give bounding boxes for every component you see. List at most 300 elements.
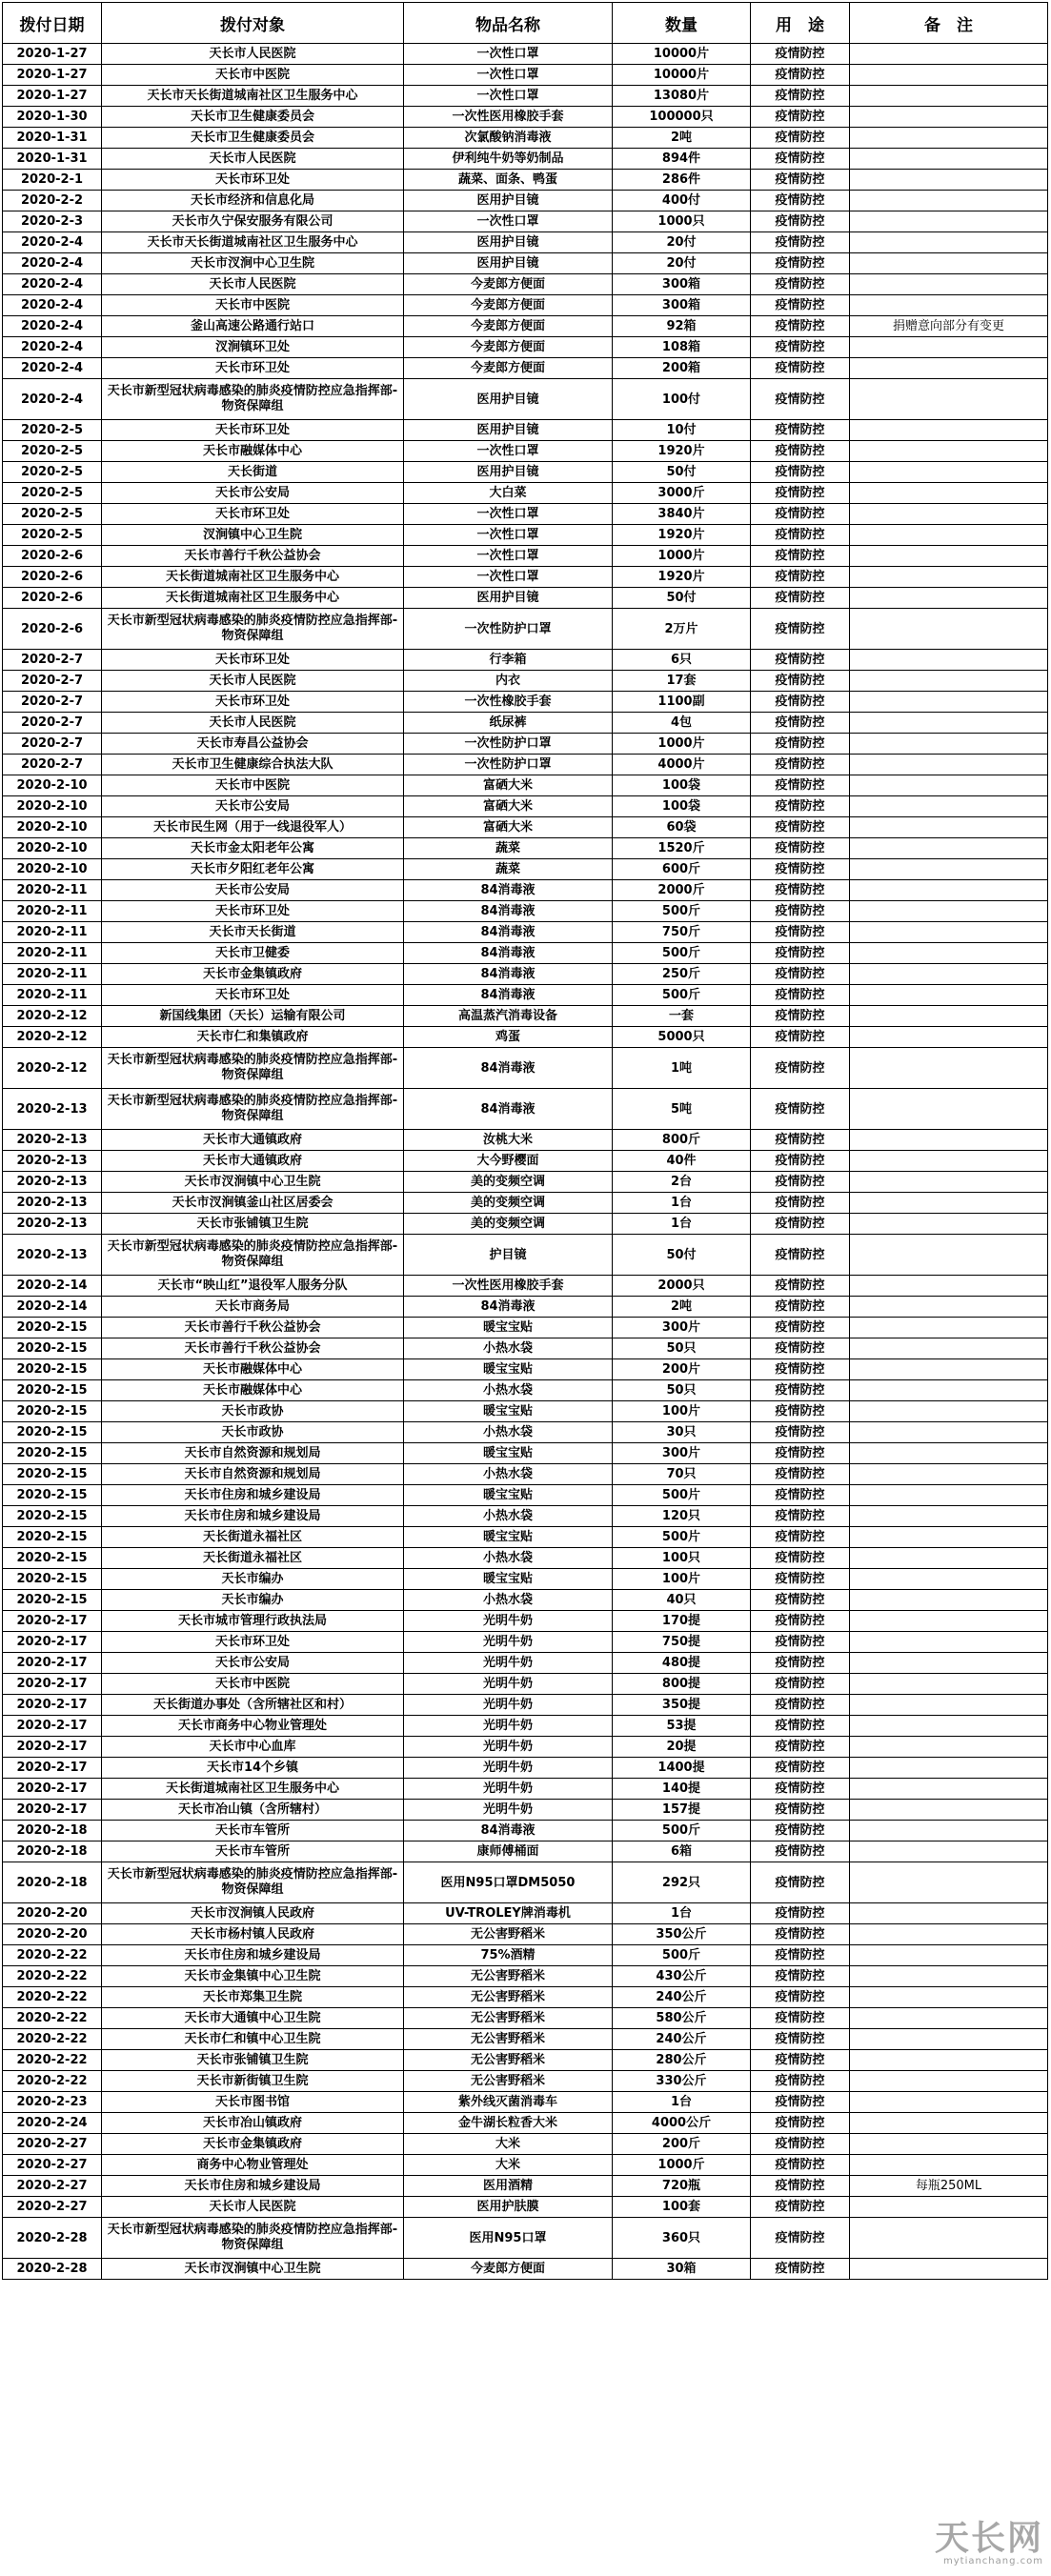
cell-purpose: 疫情防控 <box>751 671 850 692</box>
cell-date: 2020-2-15 <box>3 1506 102 1527</box>
cell-quantity: 一套 <box>613 1006 751 1027</box>
cell-quantity: 4000片 <box>613 755 751 775</box>
cell-purpose: 疫情防控 <box>751 337 850 358</box>
cell-purpose: 疫情防控 <box>751 943 850 964</box>
cell-recipient: 天长市公安局 <box>102 880 404 901</box>
cell-recipient: 天长市天长街道城南社区卫生服务中心 <box>102 86 404 107</box>
cell-remark <box>850 295 1048 316</box>
cell-recipient: 天长市善行千秋公益协会 <box>102 1318 404 1338</box>
cell-recipient: 天长市张铺镇卫生院 <box>102 1214 404 1235</box>
cell-date: 2020-2-4 <box>3 316 102 337</box>
cell-date: 2020-2-22 <box>3 1987 102 2008</box>
cell-item-name: 大米 <box>404 2134 613 2155</box>
cell-purpose: 疫情防控 <box>751 1841 850 1862</box>
table-row <box>3 734 1048 755</box>
cell-date: 2020-2-5 <box>3 525 102 546</box>
cell-quantity: 2吨 <box>613 1297 751 1318</box>
table-row <box>3 859 1048 880</box>
table-body <box>3 44 1048 2280</box>
cell-quantity: 100袋 <box>613 775 751 796</box>
table-row <box>3 1276 1048 1297</box>
cell-date: 2020-2-23 <box>3 2092 102 2113</box>
cell-purpose: 疫情防控 <box>751 2218 850 2259</box>
table-row <box>3 1966 1048 1987</box>
cell-recipient: 天长市卫健委 <box>102 943 404 964</box>
cell-quantity: 50付 <box>613 1235 751 1276</box>
cell-item-name: 暖宝宝贴 <box>404 1569 613 1590</box>
cell-item-name: 小热水袋 <box>404 1338 613 1359</box>
donation-table <box>2 2 1048 2280</box>
cell-item-name: 暖宝宝贴 <box>404 1527 613 1548</box>
cell-remark <box>850 1172 1048 1193</box>
cell-recipient: 天长市中心血库 <box>102 1737 404 1758</box>
cell-item-name: 医用护目镜 <box>404 232 613 253</box>
cell-date: 2020-2-15 <box>3 1527 102 1548</box>
cell-quantity: 6箱 <box>613 1841 751 1862</box>
cell-date: 2020-2-4 <box>3 358 102 379</box>
table-row <box>3 1674 1048 1695</box>
table-row <box>3 2218 1048 2259</box>
cell-quantity: 240公斤 <box>613 1987 751 2008</box>
cell-recipient: 天长市环卫处 <box>102 358 404 379</box>
cell-recipient: 汊涧镇中心卫生院 <box>102 525 404 546</box>
cell-item-name: 一次性口罩 <box>404 504 613 525</box>
cell-item-name: 光明牛奶 <box>404 1695 613 1716</box>
cell-purpose: 疫情防控 <box>751 1987 850 2008</box>
cell-recipient: 天长市自然资源和规划局 <box>102 1443 404 1464</box>
cell-date: 2020-2-24 <box>3 2113 102 2134</box>
cell-quantity: 240公斤 <box>613 2029 751 2050</box>
cell-item-name: 金牛湖长粒香大米 <box>404 2113 613 2134</box>
table-row <box>3 44 1048 65</box>
cell-remark <box>850 1590 1048 1611</box>
cell-quantity: 100付 <box>613 379 751 420</box>
cell-quantity: 100片 <box>613 1401 751 1422</box>
cell-quantity: 500斤 <box>613 901 751 922</box>
cell-purpose: 疫情防控 <box>751 567 850 588</box>
cell-purpose: 疫情防控 <box>751 2092 850 2113</box>
cell-quantity: 350公斤 <box>613 1924 751 1945</box>
cell-item-name: 光明牛奶 <box>404 1674 613 1695</box>
cell-purpose: 疫情防控 <box>751 483 850 504</box>
table-row <box>3 65 1048 86</box>
cell-quantity: 800斤 <box>613 1130 751 1151</box>
cell-purpose: 疫情防控 <box>751 1401 850 1422</box>
cell-remark: 每瓶250ML <box>850 2176 1048 2197</box>
cell-item-name: 小热水袋 <box>404 1464 613 1485</box>
cell-purpose: 疫情防控 <box>751 149 850 170</box>
cell-remark <box>850 588 1048 609</box>
cell-recipient: 天长市杨村镇人民政府 <box>102 1924 404 1945</box>
table-row <box>3 1214 1048 1235</box>
cell-date: 2020-2-14 <box>3 1297 102 1318</box>
cell-recipient: 天长街道永福社区 <box>102 1548 404 1569</box>
cell-purpose: 疫情防控 <box>751 1151 850 1172</box>
cell-recipient: 天长市新街镇卫生院 <box>102 2071 404 2092</box>
cell-date: 2020-2-17 <box>3 1779 102 1800</box>
cell-purpose: 疫情防控 <box>751 1485 850 1506</box>
cell-item-name: 一次性口罩 <box>404 44 613 65</box>
cell-remark <box>850 504 1048 525</box>
cell-recipient: 天长市政协 <box>102 1401 404 1422</box>
cell-purpose: 疫情防控 <box>751 650 850 671</box>
cell-date: 2020-2-22 <box>3 2071 102 2092</box>
cell-recipient: 天长市仁和镇中心卫生院 <box>102 2029 404 2050</box>
cell-item-name: 无公害野稻米 <box>404 1966 613 1987</box>
table-row <box>3 1359 1048 1380</box>
cell-purpose: 疫情防控 <box>751 1716 850 1737</box>
table-row <box>3 1924 1048 1945</box>
cell-recipient: 天长市人民医院 <box>102 2197 404 2218</box>
cell-recipient: 天长市环卫处 <box>102 901 404 922</box>
cell-recipient: 天长市善行千秋公益协会 <box>102 546 404 567</box>
cell-quantity: 250斤 <box>613 964 751 985</box>
cell-date: 2020-2-7 <box>3 713 102 734</box>
cell-purpose: 疫情防控 <box>751 1214 850 1235</box>
table-row <box>3 880 1048 901</box>
cell-purpose: 疫情防控 <box>751 232 850 253</box>
table-row <box>3 2029 1048 2050</box>
cell-item-name: 84消毒液 <box>404 901 613 922</box>
cell-date: 2020-2-13 <box>3 1235 102 1276</box>
cell-date: 2020-2-14 <box>3 1276 102 1297</box>
cell-quantity: 1400提 <box>613 1758 751 1779</box>
cell-recipient: 天长市汊涧镇人民政府 <box>102 1903 404 1924</box>
cell-item-name: 医用护目镜 <box>404 588 613 609</box>
cell-recipient: 天长市卫生健康综合执法大队 <box>102 755 404 775</box>
cell-date: 2020-2-22 <box>3 1966 102 1987</box>
cell-item-name: 暖宝宝贴 <box>404 1485 613 1506</box>
cell-item-name: 无公害野稻米 <box>404 2029 613 2050</box>
cell-date: 2020-2-27 <box>3 2197 102 2218</box>
cell-remark <box>850 191 1048 211</box>
cell-date: 2020-2-15 <box>3 1338 102 1359</box>
cell-item-name: 暖宝宝贴 <box>404 1401 613 1422</box>
cell-quantity: 3840片 <box>613 504 751 525</box>
cell-purpose: 疫情防控 <box>751 2259 850 2280</box>
cell-item-name: 光明牛奶 <box>404 1632 613 1653</box>
cell-remark <box>850 1569 1048 1590</box>
cell-recipient: 天长市环卫处 <box>102 692 404 713</box>
cell-item-name: 小热水袋 <box>404 1506 613 1527</box>
table-row <box>3 379 1048 420</box>
cell-item-name: 紫外线灭菌消毒车 <box>404 2092 613 2113</box>
cell-remark <box>850 1903 1048 1924</box>
table-row <box>3 191 1048 211</box>
cell-item-name: 无公害野稻米 <box>404 2071 613 2092</box>
cell-recipient: 天长市住房和城乡建设局 <box>102 1506 404 1527</box>
cell-purpose: 疫情防控 <box>751 1800 850 1821</box>
cell-purpose: 疫情防控 <box>751 379 850 420</box>
cell-quantity: 20提 <box>613 1737 751 1758</box>
cell-quantity: 1520斤 <box>613 838 751 859</box>
cell-purpose: 疫情防控 <box>751 44 850 65</box>
table-row <box>3 1443 1048 1464</box>
cell-purpose: 疫情防控 <box>751 462 850 483</box>
cell-remark <box>850 1779 1048 1800</box>
cell-item-name: 光明牛奶 <box>404 1716 613 1737</box>
table-row <box>3 128 1048 149</box>
cell-date: 2020-2-18 <box>3 1862 102 1903</box>
cell-recipient: 天长市商务局 <box>102 1297 404 1318</box>
table-row <box>3 1758 1048 1779</box>
cell-purpose: 疫情防控 <box>751 692 850 713</box>
cell-purpose: 疫情防控 <box>751 1674 850 1695</box>
cell-quantity: 10付 <box>613 420 751 441</box>
header-purpose: 用 途 <box>751 3 850 44</box>
cell-remark <box>850 1821 1048 1841</box>
cell-purpose: 疫情防控 <box>751 985 850 1006</box>
cell-item-name: 一次性防护口罩 <box>404 755 613 775</box>
cell-remark <box>850 525 1048 546</box>
table-row <box>3 504 1048 525</box>
cell-recipient: 天长市大通镇政府 <box>102 1130 404 1151</box>
cell-quantity: 1920片 <box>613 567 751 588</box>
cell-date: 2020-1-31 <box>3 128 102 149</box>
cell-date: 2020-2-6 <box>3 588 102 609</box>
cell-purpose: 疫情防控 <box>751 901 850 922</box>
cell-purpose: 疫情防控 <box>751 588 850 609</box>
table-row <box>3 1779 1048 1800</box>
cell-purpose: 疫情防控 <box>751 274 850 295</box>
cell-recipient: 天长市新型冠状病毒感染的肺炎疫情防控应急指挥部-物资保障组 <box>102 1862 404 1903</box>
cell-remark <box>850 1359 1048 1380</box>
cell-purpose: 疫情防控 <box>751 1027 850 1048</box>
cell-date: 2020-2-5 <box>3 441 102 462</box>
cell-remark <box>850 546 1048 567</box>
cell-recipient: 天长市大通镇政府 <box>102 1151 404 1172</box>
cell-date: 2020-2-10 <box>3 796 102 817</box>
cell-quantity: 1台 <box>613 1214 751 1235</box>
cell-recipient: 天长市汊涧中心卫生院 <box>102 253 404 274</box>
cell-purpose: 疫情防控 <box>751 1924 850 1945</box>
cell-item-name: 美的变频空调 <box>404 1214 613 1235</box>
table-row <box>3 1569 1048 1590</box>
table-row <box>3 1318 1048 1338</box>
cell-purpose: 疫情防控 <box>751 713 850 734</box>
cell-item-name: 医用护目镜 <box>404 420 613 441</box>
table-row <box>3 2071 1048 2092</box>
cell-quantity: 1000片 <box>613 546 751 567</box>
cell-item-name: 一次性口罩 <box>404 65 613 86</box>
cell-quantity: 100袋 <box>613 796 751 817</box>
cell-item-name: 今麦郎方便面 <box>404 337 613 358</box>
cell-recipient: 天长市新型冠状病毒感染的肺炎疫情防控应急指挥部-物资保障组 <box>102 1048 404 1089</box>
cell-remark <box>850 274 1048 295</box>
cell-recipient: 天长市冶山镇政府 <box>102 2113 404 2134</box>
table-row <box>3 2092 1048 2113</box>
header-recipient: 拨付对象 <box>102 3 404 44</box>
cell-date: 2020-2-12 <box>3 1027 102 1048</box>
cell-quantity: 5吨 <box>613 1089 751 1130</box>
cell-quantity: 286件 <box>613 170 751 191</box>
cell-recipient: 天长市人民医院 <box>102 671 404 692</box>
cell-item-name: 医用护目镜 <box>404 379 613 420</box>
cell-quantity: 100片 <box>613 1569 751 1590</box>
cell-recipient: 天长市金太阳老年公寓 <box>102 838 404 859</box>
table-row <box>3 1193 1048 1214</box>
cell-date: 2020-2-17 <box>3 1695 102 1716</box>
table-row <box>3 671 1048 692</box>
cell-date: 2020-2-27 <box>3 2134 102 2155</box>
table-row <box>3 337 1048 358</box>
cell-item-name: 光明牛奶 <box>404 1653 613 1674</box>
cell-date: 2020-2-6 <box>3 546 102 567</box>
table-row <box>3 796 1048 817</box>
cell-remark <box>850 462 1048 483</box>
cell-date: 2020-2-10 <box>3 838 102 859</box>
table-row <box>3 1048 1048 1089</box>
cell-recipient: 天长市卫生健康委员会 <box>102 128 404 149</box>
cell-date: 2020-2-10 <box>3 775 102 796</box>
cell-item-name: 小热水袋 <box>404 1422 613 1443</box>
cell-remark: 捐赠意向部分有变更 <box>850 316 1048 337</box>
cell-item-name: 一次性口罩 <box>404 567 613 588</box>
cell-purpose: 疫情防控 <box>751 170 850 191</box>
cell-remark <box>850 1214 1048 1235</box>
cell-recipient: 天长市新型冠状病毒感染的肺炎疫情防控应急指挥部-物资保障组 <box>102 1235 404 1276</box>
table-row <box>3 2197 1048 2218</box>
cell-quantity: 580公斤 <box>613 2008 751 2029</box>
cell-item-name: 康师傅桶面 <box>404 1841 613 1862</box>
cell-quantity: 40件 <box>613 1151 751 1172</box>
table-row <box>3 107 1048 128</box>
cell-item-name: 医用护肤膜 <box>404 2197 613 2218</box>
cell-date: 2020-2-10 <box>3 859 102 880</box>
cell-date: 2020-2-7 <box>3 671 102 692</box>
cell-purpose: 疫情防控 <box>751 441 850 462</box>
cell-purpose: 疫情防控 <box>751 1569 850 1590</box>
cell-remark <box>850 1800 1048 1821</box>
cell-remark <box>850 1318 1048 1338</box>
cell-date: 2020-2-3 <box>3 211 102 232</box>
cell-date: 2020-2-13 <box>3 1172 102 1193</box>
cell-purpose: 疫情防控 <box>751 128 850 149</box>
cell-date: 2020-2-13 <box>3 1193 102 1214</box>
cell-purpose: 疫情防控 <box>751 1590 850 1611</box>
cell-purpose: 疫情防控 <box>751 1443 850 1464</box>
cell-remark <box>850 1422 1048 1443</box>
cell-remark <box>850 1027 1048 1048</box>
cell-date: 2020-2-28 <box>3 2218 102 2259</box>
cell-purpose: 疫情防控 <box>751 1945 850 1966</box>
cell-quantity: 53提 <box>613 1716 751 1737</box>
cell-quantity: 4000公斤 <box>613 2113 751 2134</box>
cell-item-name: 大今野樱面 <box>404 1151 613 1172</box>
cell-date: 2020-2-20 <box>3 1924 102 1945</box>
cell-date: 2020-2-7 <box>3 692 102 713</box>
cell-item-name: 富硒大米 <box>404 796 613 817</box>
table-row <box>3 149 1048 170</box>
cell-item-name: 84消毒液 <box>404 943 613 964</box>
cell-purpose: 疫情防控 <box>751 2134 850 2155</box>
cell-date: 2020-2-12 <box>3 1006 102 1027</box>
cell-remark <box>850 985 1048 1006</box>
table-row <box>3 1401 1048 1422</box>
cell-date: 2020-2-20 <box>3 1903 102 1924</box>
cell-quantity: 894件 <box>613 149 751 170</box>
cell-recipient: 天长市新型冠状病毒感染的肺炎疫情防控应急指挥部-物资保障组 <box>102 609 404 650</box>
cell-item-name: 一次性口罩 <box>404 441 613 462</box>
table-row <box>3 1695 1048 1716</box>
cell-date: 2020-2-5 <box>3 504 102 525</box>
cell-recipient: 天长街道城南社区卫生服务中心 <box>102 567 404 588</box>
cell-recipient: 天长市商务中心物业管理处 <box>102 1716 404 1737</box>
cell-item-name: 光明牛奶 <box>404 1800 613 1821</box>
cell-date: 2020-2-15 <box>3 1401 102 1422</box>
cell-purpose: 疫情防控 <box>751 525 850 546</box>
table-row <box>3 232 1048 253</box>
cell-quantity: 750提 <box>613 1632 751 1653</box>
header-quantity: 数量 <box>613 3 751 44</box>
cell-quantity: 4包 <box>613 713 751 734</box>
cell-quantity: 330公斤 <box>613 2071 751 2092</box>
cell-quantity: 292只 <box>613 1862 751 1903</box>
cell-quantity: 2万片 <box>613 609 751 650</box>
table-row <box>3 1987 1048 2008</box>
cell-item-name: 无公害野稻米 <box>404 2050 613 2071</box>
cell-date: 2020-2-22 <box>3 1945 102 1966</box>
cell-purpose: 疫情防控 <box>751 1821 850 1841</box>
cell-date: 2020-2-15 <box>3 1548 102 1569</box>
cell-recipient: 天长市人民医院 <box>102 713 404 734</box>
table-row <box>3 1632 1048 1653</box>
cell-quantity: 50只 <box>613 1338 751 1359</box>
site-watermark <box>935 2511 1043 2566</box>
cell-quantity: 300箱 <box>613 295 751 316</box>
cell-date: 2020-2-4 <box>3 253 102 274</box>
table-row <box>3 1590 1048 1611</box>
cell-remark <box>850 1048 1048 1089</box>
table-row <box>3 253 1048 274</box>
donation-table-sheet <box>2 2 1047 2280</box>
cell-recipient: 天长市人民医院 <box>102 149 404 170</box>
cell-item-name: 75%酒精 <box>404 1945 613 1966</box>
cell-recipient: 天长市冶山镇（含所辖村） <box>102 1800 404 1821</box>
cell-recipient: 天长市人民医院 <box>102 274 404 295</box>
cell-date: 2020-2-17 <box>3 1674 102 1695</box>
cell-recipient: 天长市新型冠状病毒感染的肺炎疫情防控应急指挥部-物资保障组 <box>102 2218 404 2259</box>
cell-recipient: 天长市汊涧镇中心卫生院 <box>102 1172 404 1193</box>
cell-remark <box>850 2113 1048 2134</box>
cell-remark <box>850 2071 1048 2092</box>
cell-recipient: 天长市张铺镇卫生院 <box>102 2050 404 2071</box>
cell-item-name: 一次性口罩 <box>404 86 613 107</box>
cell-remark <box>850 1527 1048 1548</box>
cell-remark <box>850 1401 1048 1422</box>
cell-remark <box>850 1151 1048 1172</box>
cell-date: 2020-2-22 <box>3 2050 102 2071</box>
cell-item-name: 84消毒液 <box>404 964 613 985</box>
cell-remark <box>850 1193 1048 1214</box>
cell-item-name: 一次性医用橡胶手套 <box>404 107 613 128</box>
table-row <box>3 588 1048 609</box>
table-row <box>3 358 1048 379</box>
cell-quantity: 10000片 <box>613 65 751 86</box>
cell-quantity: 40只 <box>613 1590 751 1611</box>
cell-remark <box>850 859 1048 880</box>
cell-date: 2020-2-2 <box>3 191 102 211</box>
cell-quantity: 1000片 <box>613 734 751 755</box>
cell-quantity: 30只 <box>613 1422 751 1443</box>
table-row <box>3 462 1048 483</box>
cell-remark <box>850 1506 1048 1527</box>
cell-quantity: 800提 <box>613 1674 751 1695</box>
cell-date: 2020-2-15 <box>3 1443 102 1464</box>
cell-remark <box>850 1338 1048 1359</box>
table-row <box>3 838 1048 859</box>
cell-purpose: 疫情防控 <box>751 1193 850 1214</box>
